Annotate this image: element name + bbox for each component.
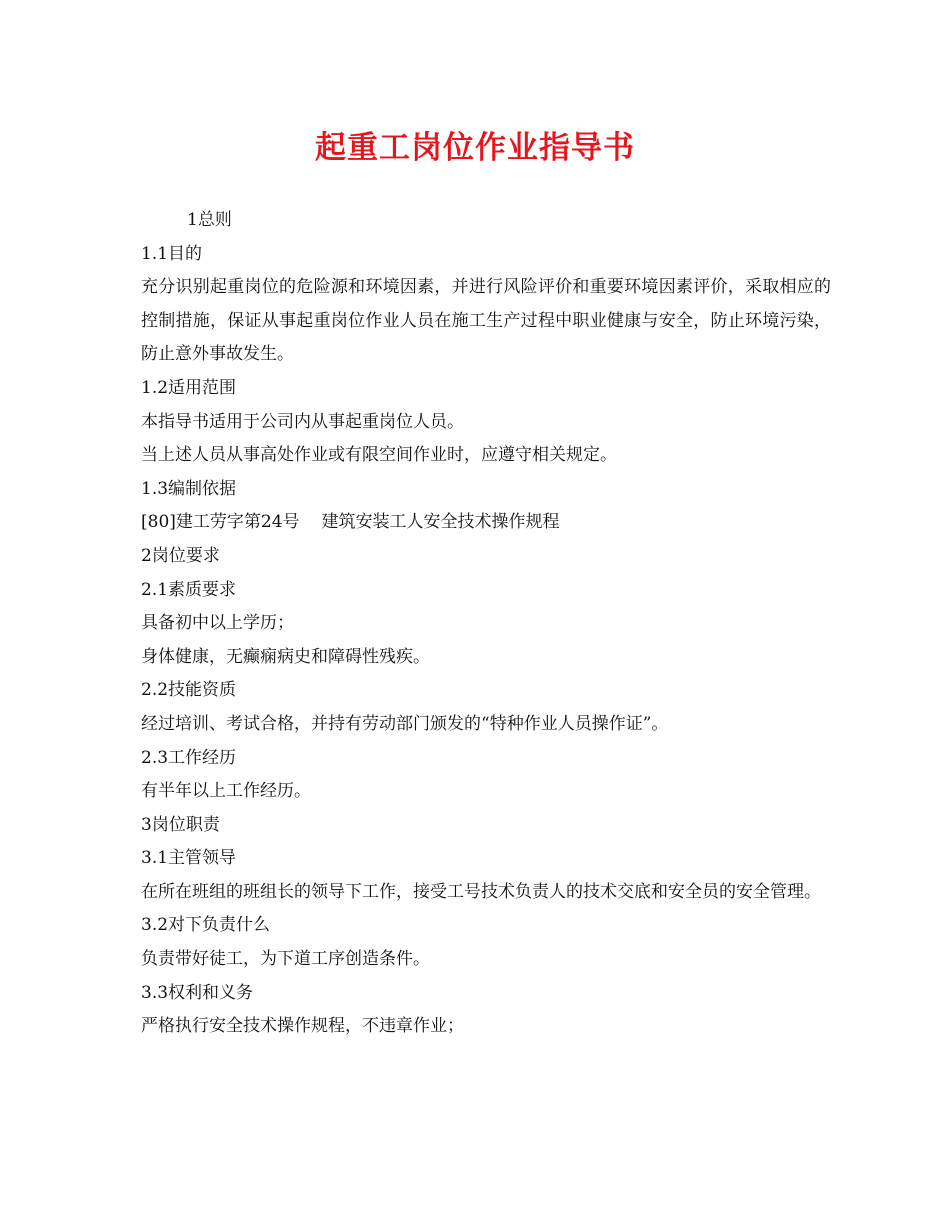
section-heading-general: 1总则 (187, 210, 232, 230)
subsection-heading-skills: 2.2技能资质 (141, 680, 237, 701)
paragraph-responsibility: 负责带好徒工，为下道工序创造条件。 (141, 949, 430, 970)
subsection-heading-rights: 3.3权利和义务 (141, 982, 254, 1003)
subsection-heading-responsibility: 3.2对下负责什么 (141, 915, 271, 936)
section-heading-duties: 3岗位职责 (141, 814, 220, 835)
paragraph-purpose: 充分识别起重岗位的危险源和环境因素，并进行风险评价和重要环境因素评价，采取相应的控制措施，保证从事起重岗位作业人员在施工生产过程中职业健康与安全，防止环境污染，防止意外事故发生。 (141, 277, 831, 365)
subsection-heading-experience: 2.3工作经历 (141, 747, 237, 768)
paragraph-experience: 有半年以上工作经历。 (141, 781, 311, 802)
subsection-heading-scope: 1.2适用范围 (141, 377, 237, 398)
paragraph-quality-1: 具备初中以上学历； (141, 613, 294, 634)
basis-document-number: [80]建工劳字第24号 (141, 512, 300, 533)
document-title: 起重工岗位作业指导书 (315, 130, 635, 166)
subsection-heading-supervisor: 3.1主管领导 (141, 848, 237, 869)
subsection-heading-quality: 2.1素质要求 (141, 579, 237, 600)
paragraph-rights: 严格执行安全技术操作规程，不违章作业； (141, 1016, 464, 1037)
basis-reference-line (141, 506, 831, 540)
subsection-heading-purpose: 1.1目的 (141, 243, 203, 264)
paragraph-supervisor: 在所在班组的班组长的领导下工作，接受工号技术负责人的技术交底和安全员的安全管理。 (141, 881, 821, 902)
paragraph-quality-2: 身体健康，无癫痫病史和障碍性残疾。 (141, 646, 430, 667)
paragraph-skills: 经过培训、考试合格，并持有劳动部门颁发的“特种作业人员操作证”。 (141, 713, 669, 734)
paragraph-scope-2: 当上述人员从事高处作业或有限空间作业时，应遵守相关规定。 (141, 445, 617, 466)
section-heading-requirements: 2岗位要求 (141, 545, 220, 566)
subsection-heading-basis: 1.3编制依据 (141, 478, 237, 499)
paragraph-scope-1: 本指导书适用于公司内从事起重岗位人员。 (141, 411, 464, 432)
basis-document-title: 建筑安装工人安全技术操作规程 (321, 512, 560, 533)
document-body (141, 204, 831, 1044)
